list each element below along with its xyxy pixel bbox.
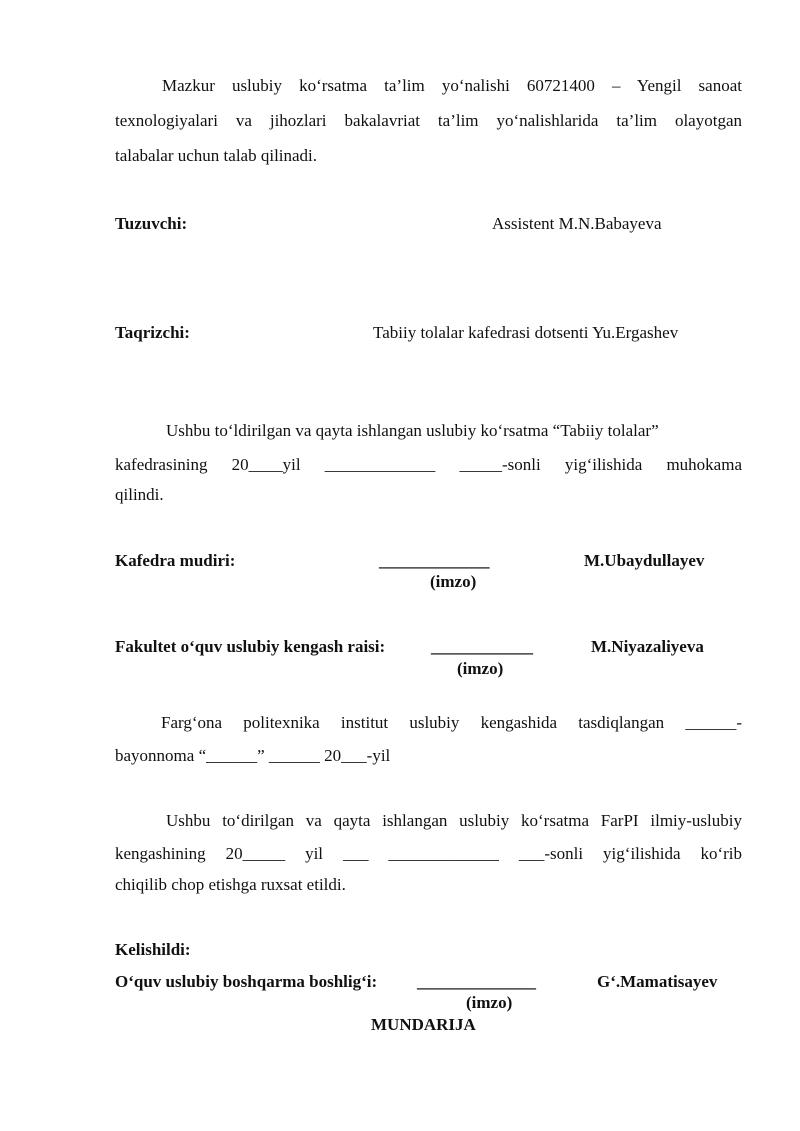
contents-title: MUNDARIJA — [371, 1015, 476, 1034]
faculty-council-label: Fakultet o‘quv uslubiy kengash raisi: — [115, 637, 386, 656]
institute-approval-line-1: Farg‘ona politexnika institut uslubiy kengashida tasdiqlangan ______- — [161, 713, 742, 732]
signature-caption: (imzo) — [457, 659, 504, 678]
agreed-label: Kelishildi: — [115, 940, 191, 959]
reviewer-name: Tabiiy tolalar kafedrasi dotsenti Yu.Ergashev — [373, 323, 679, 342]
faculty-council-name: M.Niyazaliyeva — [591, 637, 704, 656]
signature-caption: (imzo) — [430, 572, 477, 591]
farpi-council-line-2: kengashining 20_____ yil ___ _____________ ___-sonli yig‘ilishida ko‘rib — [115, 844, 742, 863]
compiler-label: Tuzuvchi: — [115, 214, 188, 233]
intro-line-3: talabalar uchun talab qilinadi. — [115, 146, 318, 165]
signature-line: ____________ — [431, 637, 533, 656]
farpi-council-line-1: Ushbu to‘dirilgan va qayta ishlangan uslubiy ko‘rsatma FarPI ilmiy-uslubiy — [166, 811, 742, 830]
department-review-line-3: qilindi. — [115, 485, 164, 504]
reviewer-label: Taqrizchi: — [115, 323, 190, 342]
intro-line-2: texnologiyalari va jihozlari bakalavriat ta’lim yo‘nalishlarida ta’lim olayotgan — [115, 111, 742, 130]
signature-line: ______________ — [417, 972, 536, 991]
department-review-line-1: Ushbu to‘ldirilgan va qayta ishlangan uslubiy ko‘rsatma “Tabiiy tolalar” — [166, 421, 659, 440]
institute-approval-line-2: bayonnoma “______” ______ 20___-yil — [115, 746, 391, 765]
signature-line: _____________ — [379, 551, 490, 570]
agreed-role: O‘quv uslubiy boshqarma boshlig‘i: — [115, 972, 378, 991]
compiler-name: Assistent M.N.Babayeva — [492, 214, 662, 233]
agreed-name: G‘.Mamatisayev — [597, 972, 718, 991]
head-of-department-name: M.Ubaydullayev — [584, 551, 705, 570]
farpi-council-line-3: chiqilib chop etishga ruxsat etildi. — [115, 875, 346, 894]
signature-caption: (imzo) — [466, 993, 513, 1012]
intro-line-1: Mazkur uslubiy ko‘rsatma ta’lim yo‘nalishi 60721400 – Yengil sanoat — [162, 76, 742, 95]
head-of-department-label: Kafedra mudiri: — [115, 551, 236, 570]
department-review-line-2: kafedrasining 20____yil _____________ _____-sonli yig‘ilishida muhokama — [115, 455, 742, 474]
